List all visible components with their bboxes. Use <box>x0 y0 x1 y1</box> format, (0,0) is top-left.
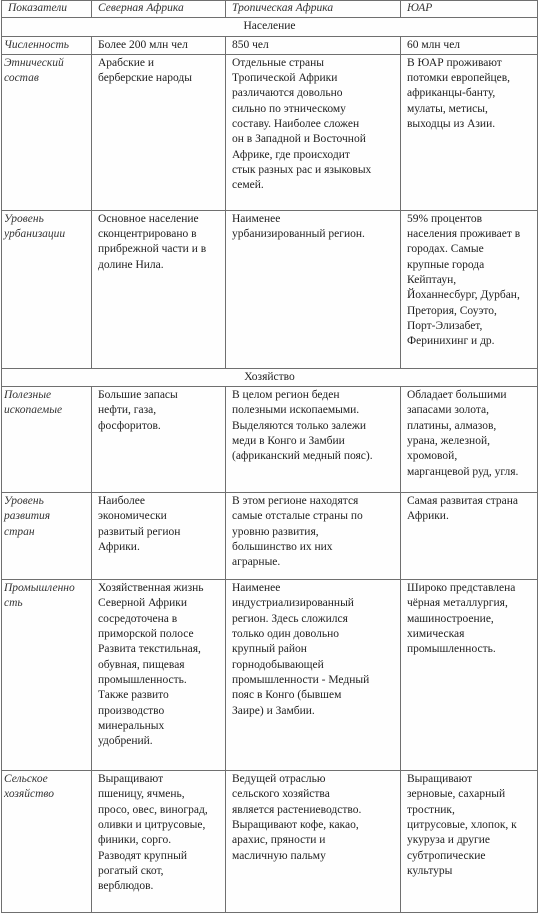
table-row <box>2 36 538 54</box>
cell-sar: Выращивают зерновые, сахарный тростник, цитрусовые, хлопок, к укуруза и другие субтропические культуры <box>401 771 538 913</box>
header-tropical-africa: Тропическая Африка <box>226 1 401 18</box>
header-sar: ЮАР <box>401 1 538 18</box>
cell-sar: 60 млн чел <box>401 36 538 54</box>
cell-north-africa: Выращивают пшеницу, ячмень, просо, овес, виноград, оливки и цитрусовые, финики, сорго. Разводят крупный рогатый скот, верблюдов. <box>92 771 226 913</box>
row-label: Уровень развития стран <box>2 493 92 580</box>
cell-north-africa: Наиболее экономически развитый регион Африки. <box>92 493 226 580</box>
cell-tropical-africa: 850 чел <box>226 36 401 54</box>
cell-tropical-africa: В этом регионе находятся самые отсталые страны по уровню развития, большинство их них аграрные. <box>226 493 401 580</box>
row-label: Численность <box>2 36 92 54</box>
header-indicator: Показатели <box>2 1 92 18</box>
cell-sar: 59% процентов населения проживает в городах. Самые крупные города Кейптаун, Йоханнесбург, Дурбан, Претория, Соуэто, Порт-Элизабет, Феринихинг и др. <box>401 210 538 368</box>
row-label: Промышленно сть <box>2 580 92 771</box>
table-row <box>2 493 538 580</box>
cell-north-africa: Более 200 млн чел <box>92 36 226 54</box>
cell-tropical-africa: В целом регион беден полезными ископаемыми. Выделяются только залежи меди в Конго и Замбии (африканский медный пояс). <box>226 387 401 493</box>
row-label: Сельское хозяйство <box>2 771 92 913</box>
cell-sar: Обладает большими запасами золота, платины, алмазов, урана, железной, хромовой, марганцевой руд, угля. <box>401 387 538 493</box>
row-label: Полезные ископаемые <box>2 387 92 493</box>
cell-tropical-africa: Наименее урбанизированный регион. <box>226 210 401 368</box>
cell-sar: В ЮАР проживают потомки европейцев, африканцы-банту, мулаты, метисы, выходцы из Азии. <box>401 54 538 210</box>
cell-north-africa: Большие запасы нефти, газа, фосфоритов. <box>92 387 226 493</box>
cell-sar: Самая развитая страна Африки. <box>401 493 538 580</box>
table-row <box>2 54 538 210</box>
row-label: Уровень урбанизации <box>2 210 92 368</box>
header-north-africa: Северная Африка <box>92 1 226 18</box>
cell-north-africa: Основное население сконцентрировано в прибрежной части и в долине Нила. <box>92 210 226 368</box>
section-title-population: Население <box>2 18 538 36</box>
cell-tropical-africa: Отдельные страны Тропической Африки различаются довольно сильно по этническому составу. Наиболее сложен он в Западной и Восточной Африке, где происходит стык разных рас и языковых семей. <box>226 54 401 210</box>
section-row-economy <box>2 368 538 386</box>
cell-tropical-africa: Наименее индустриализированный регион. Здесь сложился только один довольно крупный район горнодобывающей промышленности - Медный пояс в Конго (бывшем Заире) и Замбии. <box>226 580 401 771</box>
section-row-population <box>2 18 538 36</box>
cell-tropical-africa: Ведущей отраслью сельского хозяйства является растениеводство. Выращивают кофе, какао, арахис, пряности и масличную пальму <box>226 771 401 913</box>
header-row <box>2 1 538 18</box>
cell-north-africa: Хозяйственная жизнь Северной Африки сосредоточена в приморской полосе Развита текстильная, обувная, пищевая промышленность. Также развито производство минеральных удобрений. <box>92 580 226 771</box>
row-label: Этнический состав <box>2 54 92 210</box>
africa-comparison-table <box>1 0 538 913</box>
table-row <box>2 387 538 493</box>
section-title-economy: Хозяйство <box>2 368 538 386</box>
cell-sar: Широко представлена чёрная металлургия, машиностроение, химическая промышленность. <box>401 580 538 771</box>
table-row <box>2 580 538 771</box>
cell-north-africa: Арабские и берберские народы <box>92 54 226 210</box>
table-row <box>2 210 538 368</box>
table-row <box>2 771 538 913</box>
